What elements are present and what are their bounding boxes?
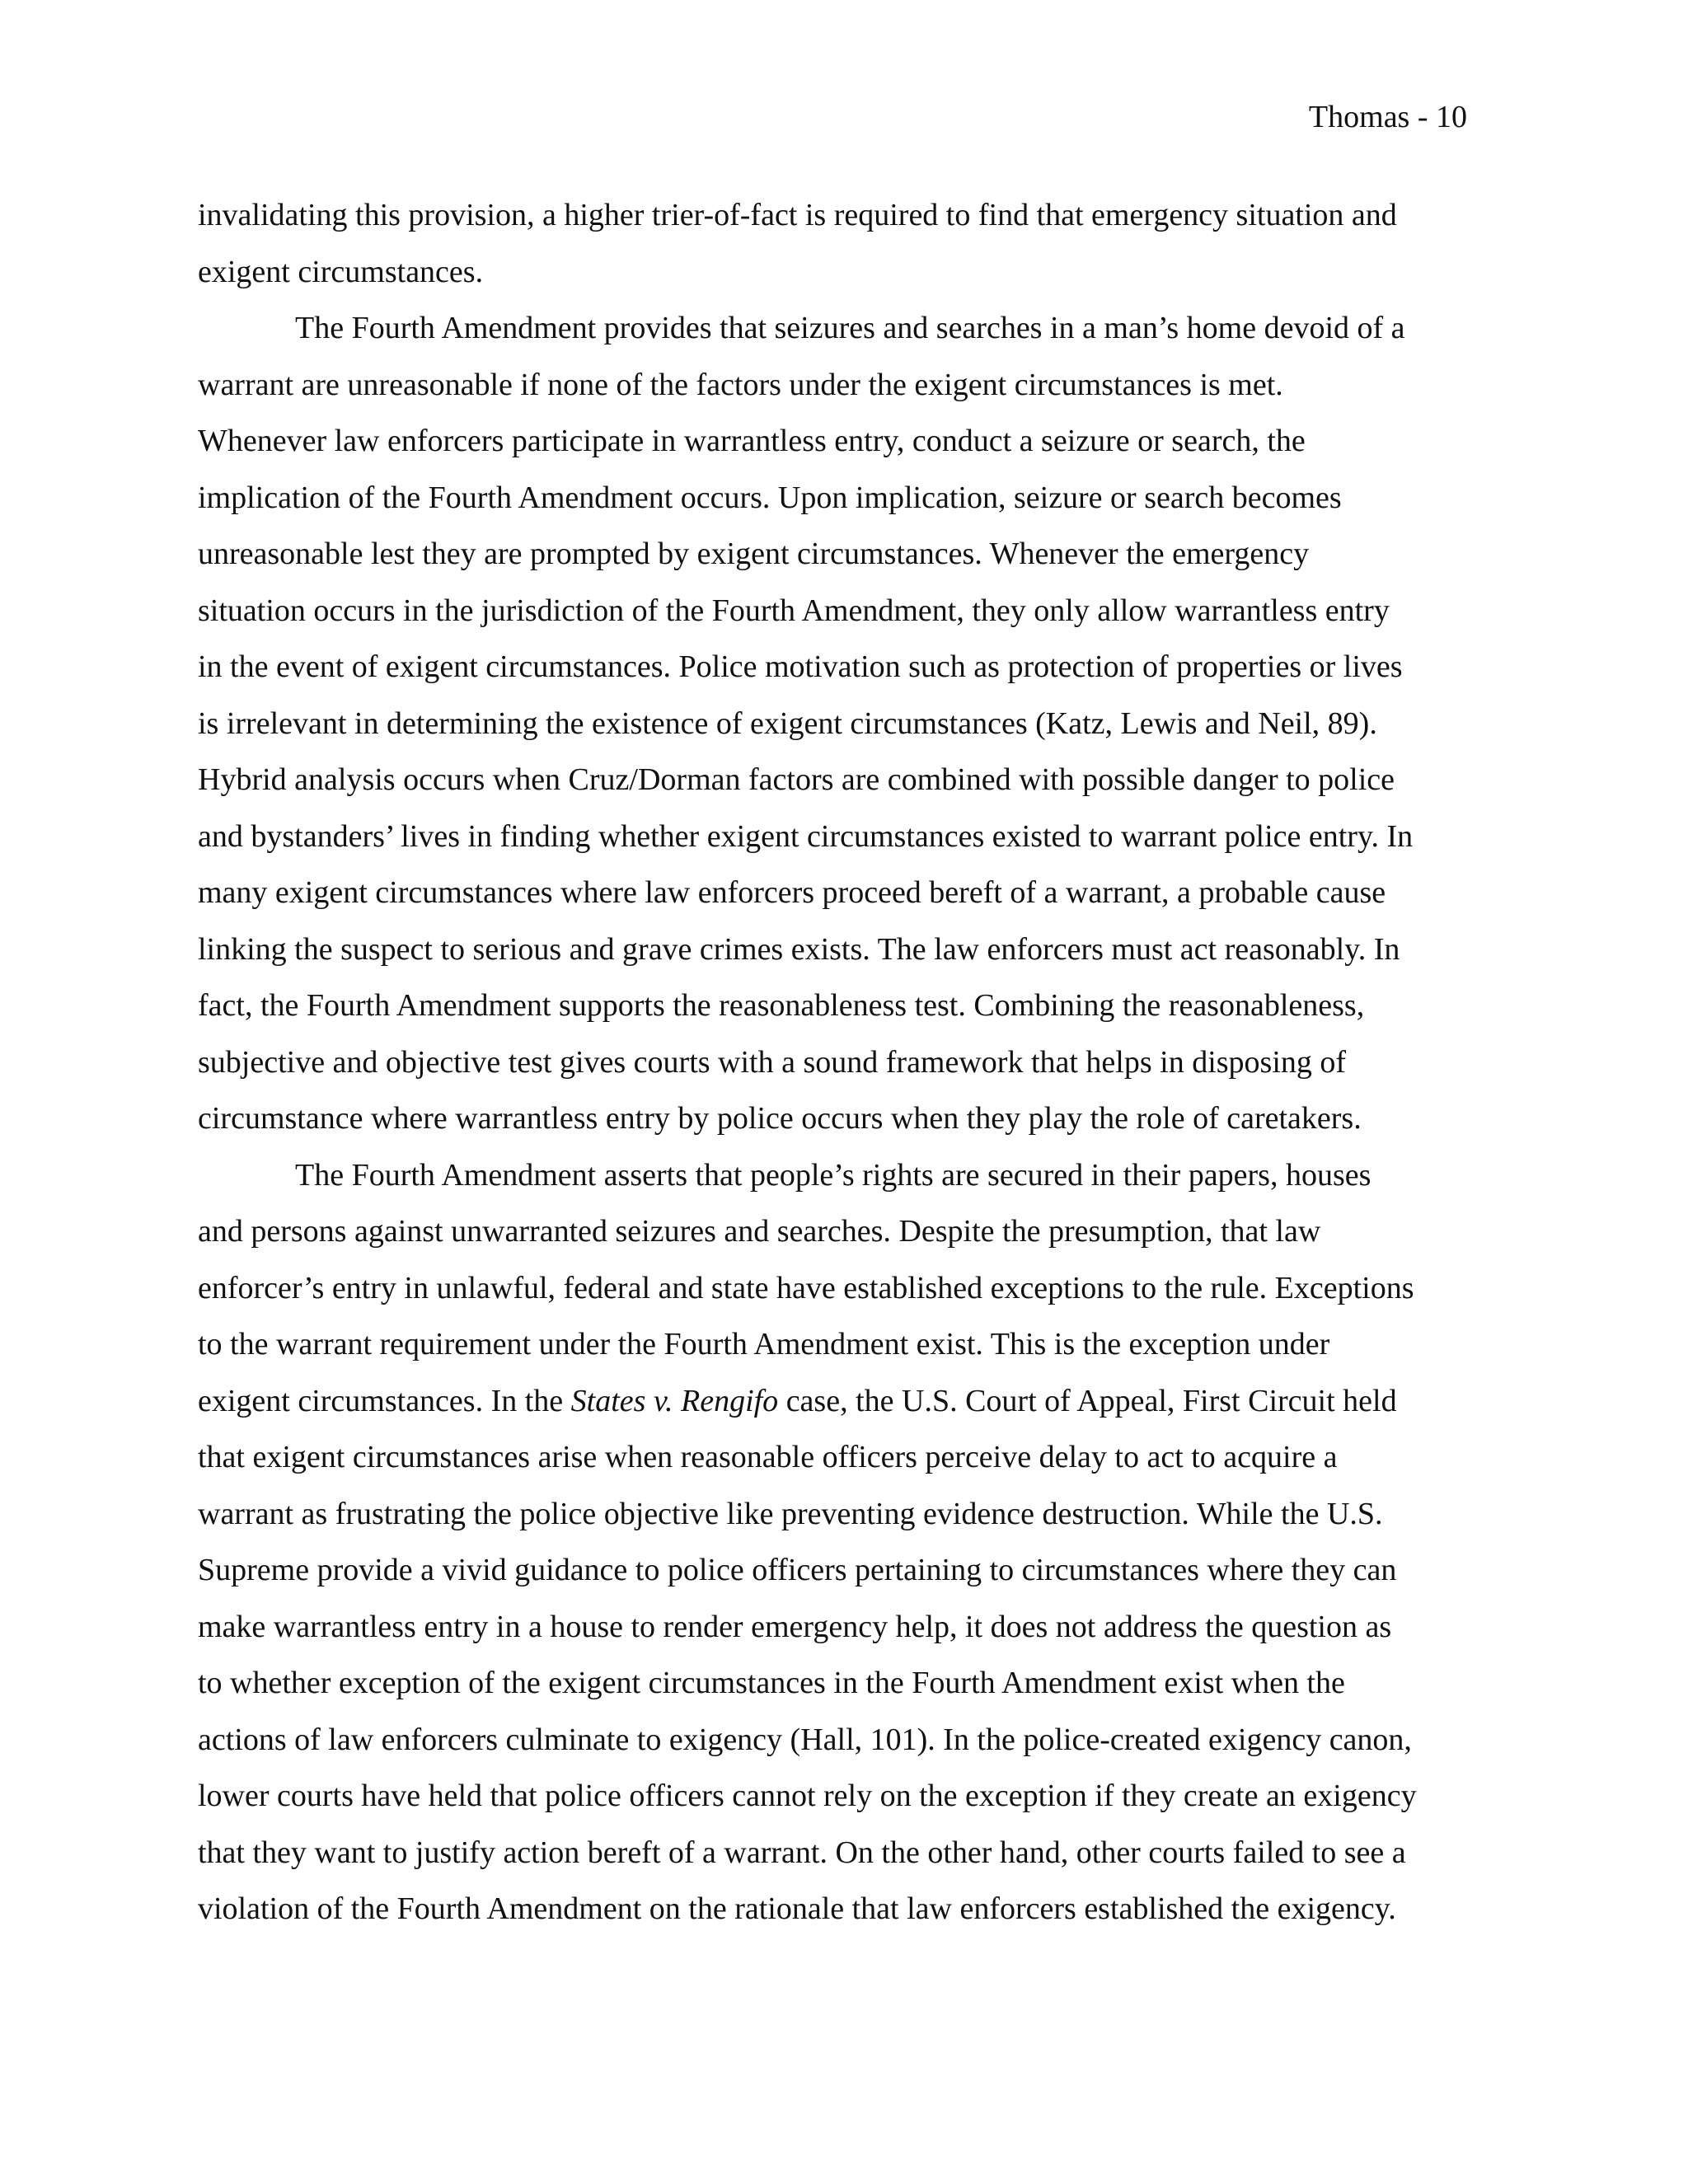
text-line: fact, the Fourth Amendment supports the reasonableness test. Combining the reasonableness, [198, 988, 1365, 1023]
text-line: to the warrant requirement under the Fourth Amendment exist. This is the exception under [198, 1327, 1330, 1361]
text-line: actions of law enforcers culminate to exigency (Hall, 101). In the police-created exigency canon, [198, 1722, 1412, 1757]
text-line: linking the suspect to serious and grave crimes exists. The law enforcers must act reasonably. In [198, 931, 1400, 967]
text-line: Supreme provide a vivid guidance to police officers pertaining to circumstances where they can [198, 1553, 1397, 1587]
text-line: situation occurs in the jurisdiction of the Fourth Amendment, they only allow warrantless entry [198, 593, 1390, 628]
text-line: circumstance where warrantless entry by police occurs when they play the role of caretakers. [198, 1101, 1362, 1136]
text-line: warrant as frustrating the police objective like preventing evidence destruction. While the U.S. [198, 1496, 1383, 1531]
text-line: that exigent circumstances arise when reasonable officers perceive delay to act to acquire a [198, 1440, 1338, 1474]
body-text [198, 194, 1467, 1945]
paragraph-first-line: The Fourth Amendment asserts that people’s rights are secured in their papers, houses [295, 1157, 1372, 1193]
text-line: lower courts have held that police officers cannot rely on the exception if they create an exigency [198, 1779, 1417, 1813]
text-line: violation of the Fourth Amendment on the rationale that law enforcers established the exigency. [198, 1891, 1396, 1926]
text-line: invalidating this provision, a higher trier-of-fact is required to find that emergency situation and [198, 198, 1397, 232]
text-line: implication of the Fourth Amendment occurs. Upon implication, seizure or search becomes [198, 480, 1342, 515]
text-segment: exigent circumstances. In the [198, 1383, 571, 1418]
text-line: Hybrid analysis occurs when Cruz/Dorman factors are combined with possible danger to police [198, 762, 1395, 797]
text-line: that they want to justify action bereft of a warrant. On the other hand, other courts failed to see a [198, 1835, 1406, 1870]
text-line: in the event of exigent circumstances. Police motivation such as protection of properties or lives [198, 649, 1403, 684]
text-line: warrant are unreasonable if none of the factors under the exigent circumstances is met. [198, 367, 1283, 402]
text-line: unreasonable lest they are prompted by exigent circumstances. Whenever the emergency [198, 537, 1310, 571]
text-line: Whenever law enforcers participate in warrantless entry, conduct a seizure or search, the [198, 424, 1306, 458]
text-line: exigent circumstances. [198, 254, 484, 289]
text-line: and persons against unwarranted seizures and searches. Despite the presumption, that law [198, 1214, 1321, 1249]
text-line: subjective and objective test gives courts with a sound framework that helps in disposing of [198, 1044, 1347, 1080]
text-line: enforcer’s entry in unlawful, federal and state have established exceptions to the rule. Exceptions [198, 1270, 1414, 1305]
text-line: is irrelevant in determining the existence of exigent circumstances (Katz, Lewis and Neil, 89). [198, 705, 1377, 741]
running-head: Thomas - 10 [1308, 100, 1467, 134]
text-line: to whether exception of the exigent circumstances in the Fourth Amendment exist when the [198, 1666, 1345, 1700]
text-line: and bystanders’ lives in finding whether exigent circumstances existed to warrant police entry. In [198, 818, 1414, 854]
case-citation-line [198, 1380, 1467, 1437]
text-segment: case, the U.S. Court of Appeal, First Circuit held [778, 1383, 1397, 1418]
paragraph-first-line: The Fourth Amendment provides that seizures and searches in a man’s home devoid of a [295, 311, 1405, 345]
text-line: many exigent circumstances where law enforcers proceed bereft of a warrant, a probable cause [198, 875, 1386, 910]
text-line: make warrantless entry in a house to render emergency help, it does not address the question as [198, 1609, 1392, 1644]
case-name: States v. Rengifo [570, 1383, 779, 1418]
